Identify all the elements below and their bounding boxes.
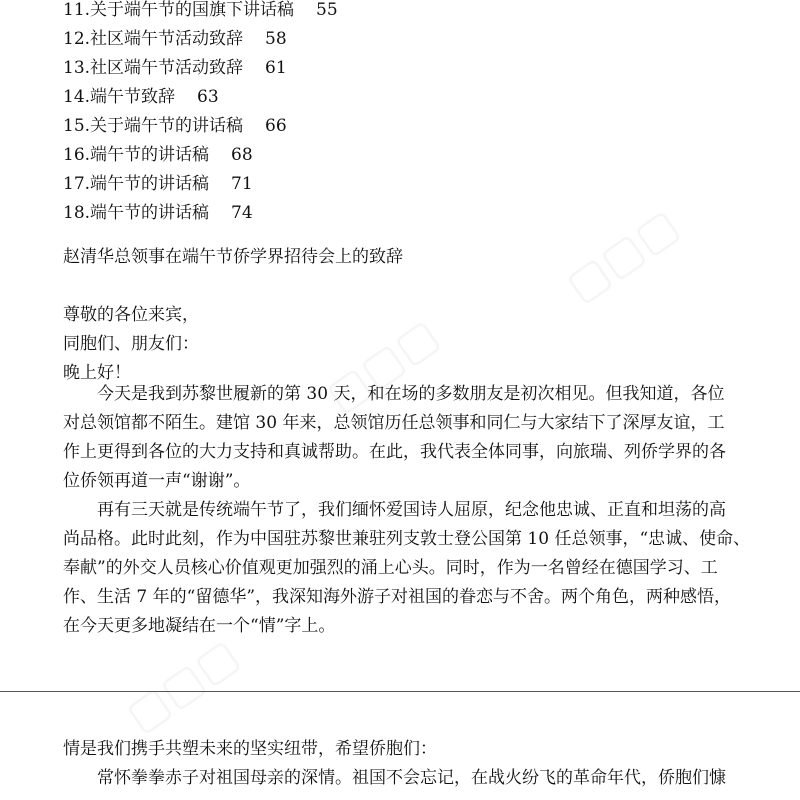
toc-item-title: 17.端午节的讲话稿 [63, 174, 210, 194]
toc-item-title: 11.关于端午节的国旗下讲话稿 [63, 0, 295, 20]
watermark: ▢▢▢ [116, 628, 249, 743]
paragraph-line: 作、生活 7 年的“留德华”，我深知海外游子对祖国的眷恋与不舍。两个角色，两种感悟， [63, 587, 732, 607]
paragraph-line: 尚品格。此时此刻，作为中国驻苏黎世兼驻列支敦士登公国第 10 任总领事，“忠诚、使命、 [63, 529, 751, 549]
next-page-line: 常怀拳拳赤子对祖国母亲的深情。祖国不会忘记，在战火纷飞的革命年代，侨胞们慷 [97, 768, 726, 788]
toc-item-page: 63 [197, 87, 219, 107]
toc-item[interactable] [63, 203, 253, 223]
greeting-line: 同胞们、朋友们： [63, 334, 199, 354]
toc-item-title: 16.端午节的讲话稿 [63, 145, 210, 165]
greeting-line: 晚上好！ [63, 363, 131, 383]
watermark: ▢▢▢ [556, 198, 689, 313]
paragraph-line: 在今天更多地凝结在一个“情”字上。 [63, 616, 336, 636]
toc-item-page: 61 [265, 58, 287, 78]
toc-item[interactable] [63, 58, 287, 78]
toc-item[interactable] [63, 29, 287, 49]
watermark: ▢▢▢ [316, 308, 449, 423]
toc-item-title: 18.端午节的讲话稿 [63, 203, 210, 223]
toc-item-page: 71 [231, 174, 253, 194]
toc-item-page: 68 [231, 145, 253, 165]
greeting-line: 尊敬的各位来宾， [63, 305, 199, 325]
toc-item-page: 74 [231, 203, 253, 223]
toc-item[interactable] [63, 174, 253, 194]
toc-item-page: 58 [265, 29, 287, 49]
toc-item[interactable] [63, 87, 219, 107]
toc-item-page: 66 [265, 116, 287, 136]
toc-item[interactable] [63, 145, 253, 165]
paragraph-line: 奉献”的外交人员核心价值观更加强烈的涌上心头。同时，作为一名曾经在德国学习、工 [63, 558, 718, 578]
toc-item-title: 13.社区端午节活动致辞 [63, 58, 244, 78]
paragraph-line: 对总领馆都不陌生。建馆 30 年来，总领馆历任总领事和同仁与大家结下了深厚友谊，工 [63, 413, 725, 433]
toc-item[interactable] [63, 0, 338, 20]
paragraph-line: 今天是我到苏黎世履新的第 30 天，和在场的多数朋友是初次相见。但我知道，各位 [97, 384, 725, 404]
toc-item-title: 12.社区端午节活动致辞 [63, 29, 244, 49]
toc-item-title: 14.端午节致辞 [63, 87, 176, 107]
next-page-line: 情是我们携手共塑未来的坚实纽带，希望侨胞们： [63, 739, 437, 759]
page-divider [0, 691, 800, 692]
toc-item-page: 55 [316, 0, 338, 20]
toc-item-title: 15.关于端午节的讲话稿 [63, 116, 244, 136]
toc-item[interactable] [63, 116, 287, 136]
paragraph-line: 位侨领再道一声“谢谢”。 [63, 471, 251, 491]
article-title: 赵清华总领事在端午节侨学界招待会上的致辞 [63, 247, 403, 267]
paragraph-line: 再有三天就是传统端午节了，我们缅怀爱国诗人屈原，纪念他忠诚、正直和坦荡的高 [97, 500, 726, 520]
paragraph-line: 作上更得到各位的大力支持和真诚帮助。在此，我代表全体同事，向旅瑞、列侨学界的各 [63, 442, 726, 462]
